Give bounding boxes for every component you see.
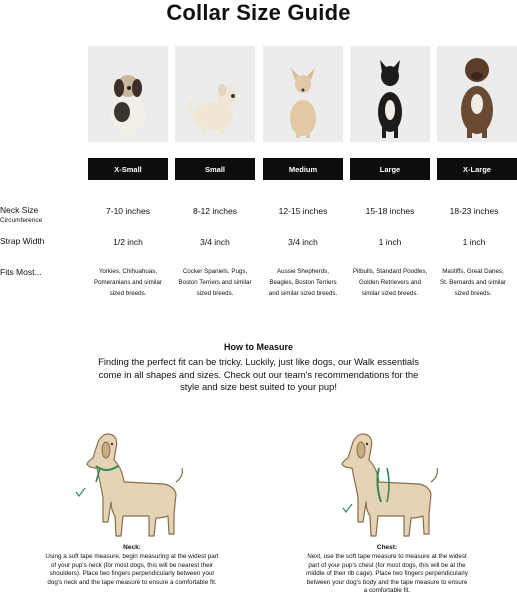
- medium-dog-photo: [263, 46, 343, 142]
- neck-caption-line: dog's neck and the tape measure to ensure a comfortable fit.: [47, 578, 217, 586]
- page-title: Collar Size Guide: [166, 0, 351, 25]
- fits-small-line: Boston Terriers and similar: [178, 279, 252, 286]
- chest-caption-title: Chest:: [376, 544, 398, 551]
- neck-caption-line: of your pup's neck (for most dogs, this will be nearest their: [50, 561, 214, 569]
- fits-large-line: Pitbulls, Standard Poodles,: [352, 268, 428, 275]
- size-badge-xsmall: X-Small: [88, 158, 168, 180]
- size-badge-small: Small: [175, 158, 255, 180]
- size-badge-medium: Medium: [263, 158, 343, 180]
- fits-xsmall-line: sized breeds.: [109, 290, 147, 297]
- neck-size-small: 8-12 inches: [193, 206, 237, 216]
- neck-caption-line: Using a soft tape measure, begin measuring at the widest part: [45, 553, 219, 560]
- small-dog-photo: [175, 46, 255, 142]
- fits-medium-line: Aussie Shepherds,: [277, 268, 329, 275]
- size-badge-large: Large: [350, 158, 430, 180]
- strap-width-small: 3/4 inch: [200, 237, 230, 247]
- intro-line: come in all shapes and sizes. Check out our team's recommendations for the: [98, 368, 419, 380]
- fits-most-label: Fits Most...: [0, 267, 42, 277]
- fits-small-line: Cocker Spaniels, Pugs,: [182, 268, 248, 275]
- fits-large-line: similar sized breeds.: [361, 290, 419, 297]
- chest-caption-body: [277, 553, 497, 596]
- fits-small: [171, 266, 259, 299]
- fits-xsmall: [84, 266, 172, 299]
- strap-width-label: Strap Width: [0, 236, 45, 246]
- fits-medium-line: and similar sized breeds.: [268, 290, 338, 297]
- strap-width-xsmall: 1/2 inch: [113, 237, 143, 247]
- neck-size-large: 15-18 inches: [365, 206, 415, 216]
- chest-caption-line: between your dog's body and the tape measure to ensure: [306, 578, 468, 586]
- chest-caption-line: Next, use the soft tape measure to measure at the widest: [307, 553, 467, 560]
- neck-size-xsmall: 7-10 inches: [106, 206, 150, 216]
- circumference-label: Circumference: [0, 217, 43, 224]
- fits-xsmall-line: Yorkies, Chihuahuas,: [98, 268, 158, 275]
- xsmall-dog-photo: [88, 46, 168, 142]
- fits-small-line: sized breeds.: [196, 290, 234, 297]
- xlarge-dog-photo: [437, 46, 517, 142]
- intro-line: style and size best suited to your pup!: [180, 381, 337, 393]
- chest-measure-illustration: [325, 420, 445, 545]
- chest-caption-line: a comfortable fit.: [363, 587, 411, 595]
- neck-caption-line: shoulders). Place two fingers perpendicularly between your: [49, 570, 215, 578]
- fits-large-line: Golden Retrievers and: [359, 279, 421, 286]
- fits-large: [346, 266, 434, 299]
- neck-size-label: Neck Size: [0, 205, 39, 215]
- intro-line: Finding the perfect fit can be tricky. Luckily, just like dogs, our Walk essentials: [98, 356, 419, 367]
- neck-measure-illustration: [70, 420, 190, 545]
- chest-caption-line: part of your pup's chest (for most dogs, this will be at the: [308, 561, 466, 569]
- fits-xlarge-line: Mastiffs, Great Danes,: [442, 268, 504, 275]
- fits-xlarge: [429, 266, 517, 299]
- size-badge-xlarge: X-Large: [437, 158, 517, 180]
- chest-caption-line: middle of their rib cage). Place two fingers perpendicularly: [306, 570, 468, 578]
- fits-xlarge-line: sized breeds.: [454, 290, 492, 297]
- neck-size-medium: 12-15 inches: [278, 206, 328, 216]
- fits-medium: [259, 266, 347, 299]
- fits-xlarge-line: St. Bernards and similar: [439, 279, 507, 286]
- how-to-measure-heading: How to Measure: [223, 342, 293, 352]
- strap-width-medium: 3/4 inch: [288, 237, 318, 247]
- fits-medium-line: Beagles, Boston Terriers: [269, 279, 337, 286]
- neck-caption-title: Neck:: [123, 544, 141, 551]
- strap-width-xlarge: 1 inch: [462, 237, 486, 247]
- neck-size-xlarge: 18-23 inches: [449, 206, 499, 216]
- large-dog-photo: [350, 46, 430, 142]
- fits-xsmall-line: Pomeranians and similar: [93, 279, 163, 286]
- strap-width-large: 1 inch: [378, 237, 402, 247]
- how-to-measure-intro: [70, 356, 447, 394]
- neck-caption-body: [22, 553, 242, 587]
